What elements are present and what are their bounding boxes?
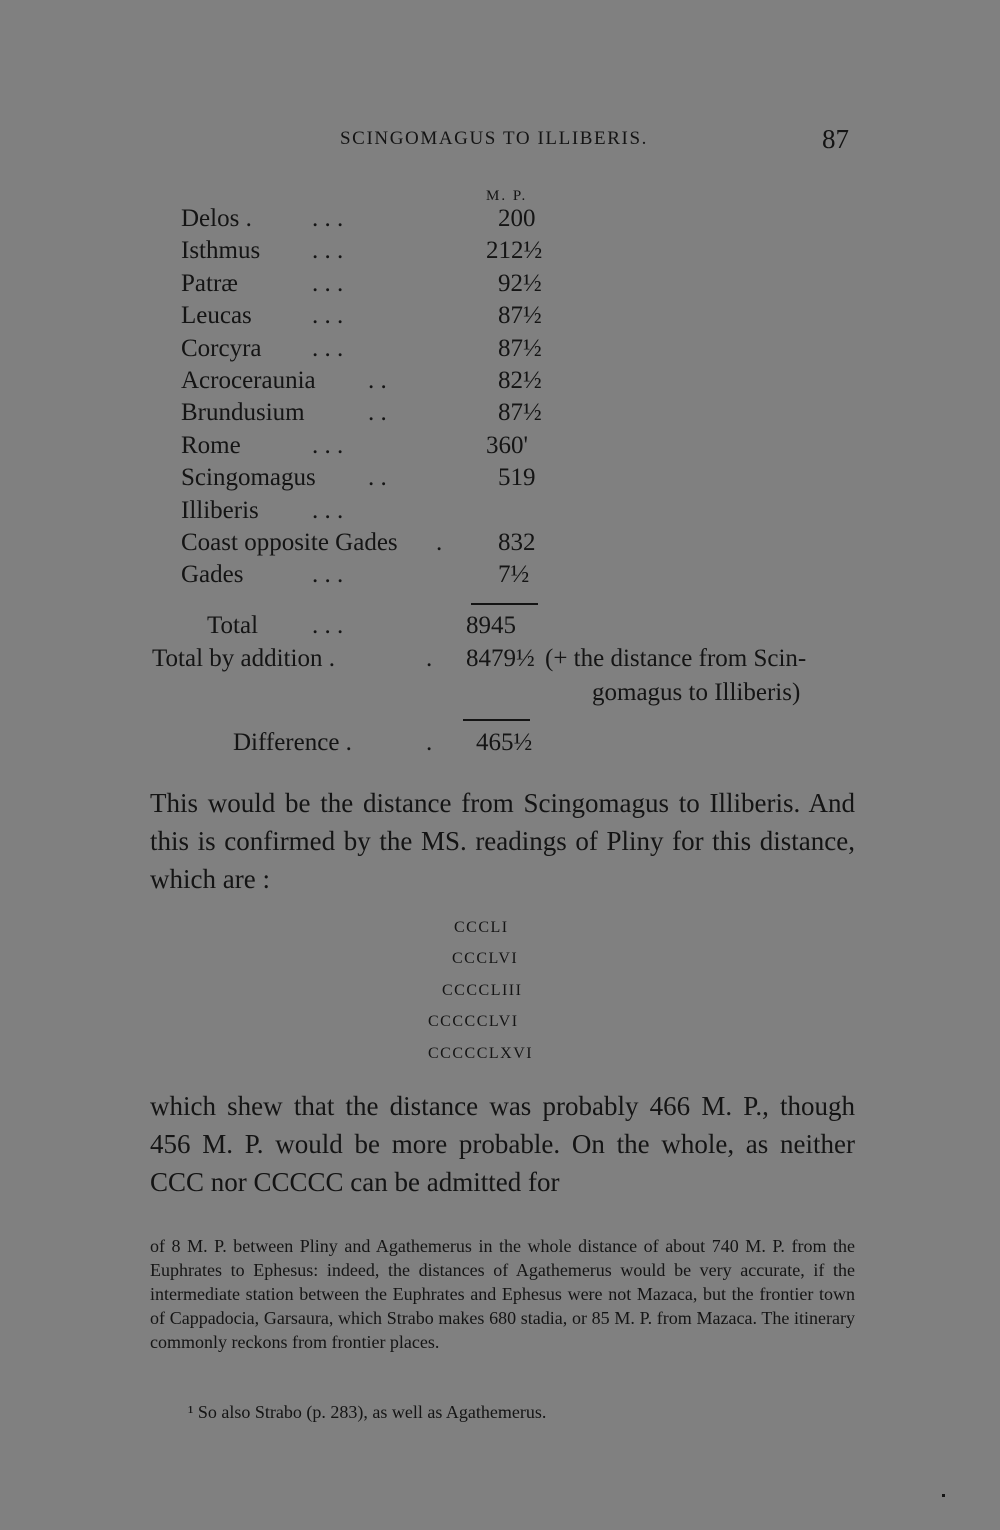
reading-2: CCCLVI [452, 950, 519, 967]
table-row [0, 335, 1000, 367]
leader-dots: . . [368, 399, 387, 427]
distance-value: 82½ [498, 367, 542, 394]
leader-dots: . . . [312, 561, 344, 589]
table-row [0, 237, 1000, 269]
distance-value: 7½ [498, 561, 530, 589]
difference-label: Difference . [233, 729, 352, 756]
table-row [0, 399, 1000, 431]
addition-label: Total by addition . [152, 645, 335, 672]
footnote-continuation: of 8 M. P. between Pliny and Agathemerus in the whole distance of about 740 M. P. from the Euphrates to Ephesus: indeed, the distances of Agathemerus would be very accurate, if the intermediate station between the Euphrates and Ephesus were not Mazaca, but the frontier town of Cappadocia, Garsaura, which Strabo makes 680 stadia, or 85 M. P. from Mazaca. The itinerary commonly reckons from frontier places. [150, 1236, 855, 1352]
leader-dots: . . . [312, 334, 344, 362]
table-row [0, 367, 1000, 399]
addition-note-line1: (+ the distance from Scin- [545, 645, 807, 672]
distance-value: 87½ [498, 334, 542, 362]
table-row [0, 270, 1000, 302]
distance-value: 87½ [498, 399, 542, 427]
body-paragraph-2: which shew that the distance was probably 466 M. P., though 456 M. P. would be more probable. On the whole, as neither CCC nor CCCCC can be admitted for [150, 1091, 855, 1197]
place-name: Acroceraunia [181, 367, 316, 394]
footnote-1: ¹ So also Strabo (p. 283), as well as Agathemerus. [188, 1402, 547, 1422]
table-row [0, 464, 1000, 496]
distance-value: 92½ [498, 269, 542, 297]
page-number: 87 [822, 124, 849, 154]
place-name: Gades [181, 561, 244, 589]
distance-value: 200 [498, 205, 536, 232]
table-row [0, 561, 1000, 593]
table-row [0, 205, 1000, 237]
distance-value: 212½ [486, 237, 543, 265]
leader-dots: . . . [312, 237, 344, 265]
table-row [0, 302, 1000, 334]
leader-dots: . . . [312, 431, 344, 459]
reading-4: CCCCCLVI [428, 1013, 519, 1030]
place-name: Delos . [181, 205, 252, 232]
leader-dots: . . . [312, 269, 344, 297]
running-header: SCINGOMAGUS TO ILLIBERIS. [340, 128, 648, 149]
leader-dots: . . . [312, 205, 344, 232]
leader-dots: . [436, 529, 443, 556]
table-row [0, 497, 1000, 529]
sum-rule [471, 603, 538, 605]
reading-1: CCCLI [454, 919, 509, 936]
table-row [0, 529, 1000, 561]
distance-value: 87½ [498, 302, 542, 330]
reading-5: CCCCCLXVI [428, 1045, 534, 1062]
place-name: Corcyra [181, 334, 262, 362]
place-name: Coast opposite Gades [181, 529, 398, 556]
difference-value: 465½ [476, 729, 533, 756]
addition-note-row [0, 679, 1000, 711]
place-name: Brundusium [181, 399, 305, 427]
addition-value: 8479½ [466, 645, 535, 672]
place-name: Rome [181, 431, 241, 459]
difference-dots: . [426, 729, 433, 756]
total-label: Total [207, 612, 259, 639]
difference-row [0, 729, 1000, 761]
distance-value: 832 [498, 529, 536, 556]
total-dots: . . . [312, 612, 344, 639]
total-value: 8945 [466, 612, 516, 639]
place-name: Patræ [181, 269, 238, 297]
place-name: Isthmus [181, 237, 261, 265]
place-name: Scingomagus [181, 464, 316, 492]
table-row [0, 432, 1000, 464]
leader-dots: . . [368, 464, 387, 492]
place-name: Illiberis [181, 496, 259, 524]
leader-dots: . . . [312, 496, 344, 524]
distance-value: 519 [498, 464, 536, 492]
addition-dots: . [426, 645, 433, 672]
body-paragraph-1: This would be the distance from Scingomagus to Illiberis. And this is confirmed by the MS. readings of Pliny for this distance, which are : [150, 788, 855, 894]
reading-3: CCCCLIII [442, 982, 523, 999]
addition-note-line2: gomagus to Illiberis) [592, 679, 801, 706]
difference-rule [463, 719, 530, 721]
total-row [0, 612, 1000, 644]
place-name: Leucas [181, 302, 252, 330]
distance-value: 360' [486, 431, 529, 459]
page-speck [942, 1494, 945, 1497]
leader-dots: . . . [312, 302, 344, 330]
addition-row [0, 645, 1000, 677]
unit-column-header: M. P. [486, 188, 528, 204]
leader-dots: . . [368, 367, 387, 394]
